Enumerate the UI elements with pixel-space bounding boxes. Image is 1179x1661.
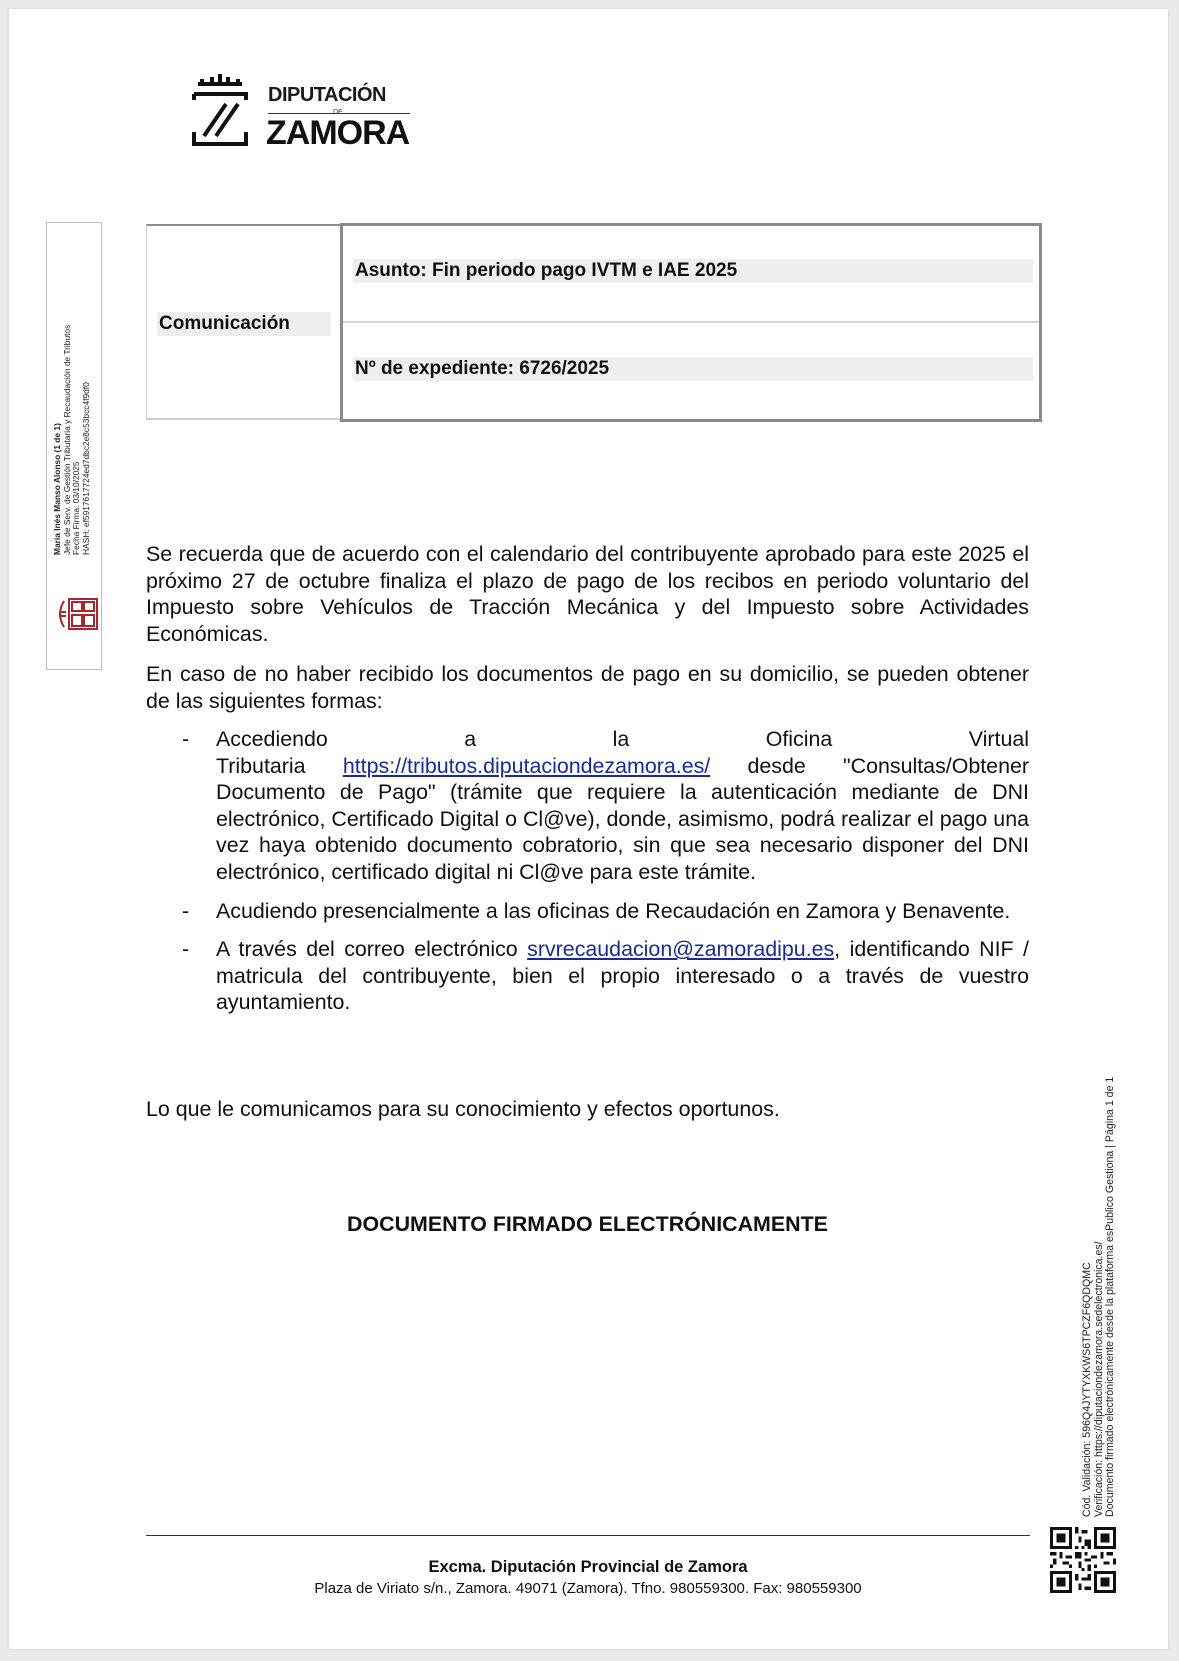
signature-details — [53, 325, 91, 555]
email-link[interactable]: srvrecaudacion@zamoradipu.es — [527, 937, 835, 962]
verification-details — [1082, 1077, 1117, 1517]
list-item — [146, 898, 1029, 925]
body-paragraph-2: En caso de no haber recibido los documentos de pago en su domicilio, se pueden obtener de las siguientes formas: — [146, 662, 1029, 713]
logo-title-bottom: ZAMORA — [266, 114, 410, 152]
logo-de-mark: DE — [333, 109, 343, 116]
header-divider — [343, 321, 1039, 323]
signer-role: Jefe de Serv. de Gestión Tributaria y Recaudación de Tributos — [61, 324, 72, 555]
footer-org-name: Excma. Diputación Provincial de Zamora — [428, 1558, 748, 1576]
word: Oficina — [765, 727, 833, 751]
subject-label: Asunto: Fin periodo pago IVTM e IAE 2025 — [353, 259, 1033, 283]
list-dash: - — [182, 937, 190, 962]
document-type-cell — [146, 224, 340, 420]
document-type-label: Comunicación — [157, 312, 331, 336]
word: la — [612, 727, 630, 751]
list-item — [146, 726, 1029, 886]
footer-divider — [146, 1535, 1030, 1536]
list-text: Acudiendo presencialmente a las oficinas de Recaudación en Zamora y Benavente. — [216, 898, 1011, 923]
payment-methods-list — [146, 726, 1029, 1028]
qr-code-icon[interactable] — [1050, 1527, 1116, 1593]
closing-sentence: Lo que le comunicamos para su conocimiento y efectos oportunos. — [146, 1097, 780, 1121]
list-dash: - — [182, 898, 190, 923]
official-seal-icon — [54, 597, 100, 631]
list-text: , identificando NIF / matricula del contribuyente, bien el propio interesado o a través de vuestro ayuntamiento. — [216, 937, 1030, 1015]
list-text: Tributaria — [216, 753, 343, 778]
word: Virtual — [968, 727, 1029, 751]
list-item-first-line — [216, 726, 1029, 753]
word: Accediendo — [216, 727, 328, 751]
word: a — [464, 727, 477, 751]
signer-name: María Inés Manso Alonso (1 de 1) — [52, 423, 62, 555]
list-dash: - — [182, 727, 190, 751]
subject-cell — [340, 223, 1042, 422]
signature-date: Fecha Firma: 03/10/2025 — [71, 461, 81, 555]
diputacion-zamora-logo — [190, 70, 415, 155]
body-paragraph-1: Se recuerda que de acuerdo con el calendario del contribuyente aprobado para este 2025 el próximo 27 de octubre finaliza el plazo de pago de los recibos en periodo voluntario del Impuesto sobre Vehículos de Tracción Mecánica y del Impuesto sobre Actividades Económicas. — [146, 542, 1029, 646]
list-text: A través del correo electrónico — [216, 937, 528, 962]
list-text: desde "Consultas/Obtener Documento de Pago" (trámite que requiere la autenticación mediante de DNI electrónico, Certificado Digital o Cl@ve), donde, asimismo, podrá realizar el pago una vez haya obtenido documento cobratorio, sin que sea necesario disponer del DNI electrónico, certificado digital ni Cl@ve para este trámite. — [216, 753, 1029, 884]
tributos-portal-link[interactable]: https://tributos.diputaciondezamora.es/ — [342, 753, 711, 778]
logo-title-top: DIPUTACIÓN — [268, 84, 386, 106]
platform-notice: Documento firmado electrónicamente desde la plataforma esPublico Gestiona | Página 1 de 1 — [1104, 1076, 1117, 1517]
file-number-label: Nº de expediente: 6726/2025 — [353, 357, 1033, 381]
verification-url: Verificación: https://diputaciondezamora.sedelectronica.es/ — [1092, 1241, 1105, 1517]
signature-hash: HASH: ef5917617724ed7dbc2e8c53bcc4f9df0 — [80, 382, 91, 555]
crown-shield-icon — [190, 70, 250, 152]
header-table — [146, 223, 1042, 422]
signed-notice: DOCUMENTO FIRMADO ELECTRÓNICAMENTE — [347, 1212, 828, 1236]
footer-address: Plaza de Viriato s/n., Zamora. 49071 (Zamora). Tfno. 980559300. Fax: 980559300 — [314, 1580, 862, 1597]
list-item — [146, 936, 1029, 1016]
validation-code: Cód. Validación: 596Q4JYTYXKWS6TPCZF6QDQMC — [1081, 1262, 1093, 1517]
